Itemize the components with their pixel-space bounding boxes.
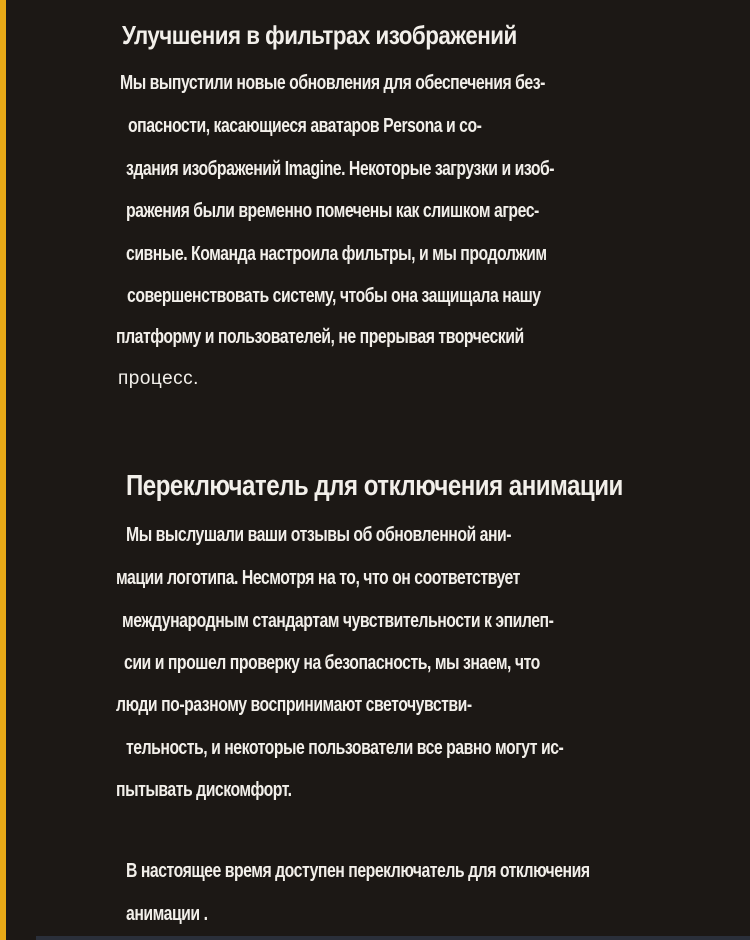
- announcement-page: [6, 0, 750, 940]
- bottom-edge-divider: [36, 936, 750, 940]
- paragraph-line: сивные. Команда настроила фильтры, и мы продолжим: [126, 243, 547, 265]
- paragraph-line: люди по-разному воспринимают светочувстви-: [116, 694, 472, 716]
- paragraph-line: пытывать дискомфорт.: [116, 779, 292, 801]
- paragraph-line: опасности, касающиеся аватаров Persona и со-: [128, 115, 482, 137]
- section-title-animation-toggle: Переключатель для отключения анимации: [126, 470, 623, 502]
- paragraph-line: тельность, и некоторые пользователи все равно могут ис-: [126, 737, 564, 759]
- paragraph-line: международным стандартам чувствительности к эпилеп-: [122, 610, 554, 632]
- paragraph-line: процесс.: [118, 368, 199, 389]
- paragraph-line: Мы выслушали ваши отзывы об обновленной ани-: [126, 524, 512, 546]
- paragraph-line: сии и прошел проверку на безопасность, мы знаем, что: [124, 652, 540, 674]
- section-title-image-filters: Улучшения в фильтрах изображений: [122, 20, 517, 50]
- paragraph-line: платформу и пользователей, не прерывая творческий: [116, 326, 524, 348]
- paragraph-line: здания изображений Imagine. Некоторые загрузки и изоб-: [126, 158, 555, 180]
- paragraph-line: анимации .: [126, 903, 208, 925]
- paragraph-line: ражения были временно помечены как слишком агрес-: [126, 200, 539, 222]
- paragraph-line: В настоящее время доступен переключатель для отключения: [126, 860, 590, 882]
- paragraph-line: мации логотипа. Несмотря на то, что он соответствует: [116, 567, 520, 589]
- paragraph-line: Мы выпустили новые обновления для обеспечения без-: [120, 72, 545, 94]
- paragraph-line: совершенствовать систему, чтобы она защищала нашу: [127, 285, 541, 307]
